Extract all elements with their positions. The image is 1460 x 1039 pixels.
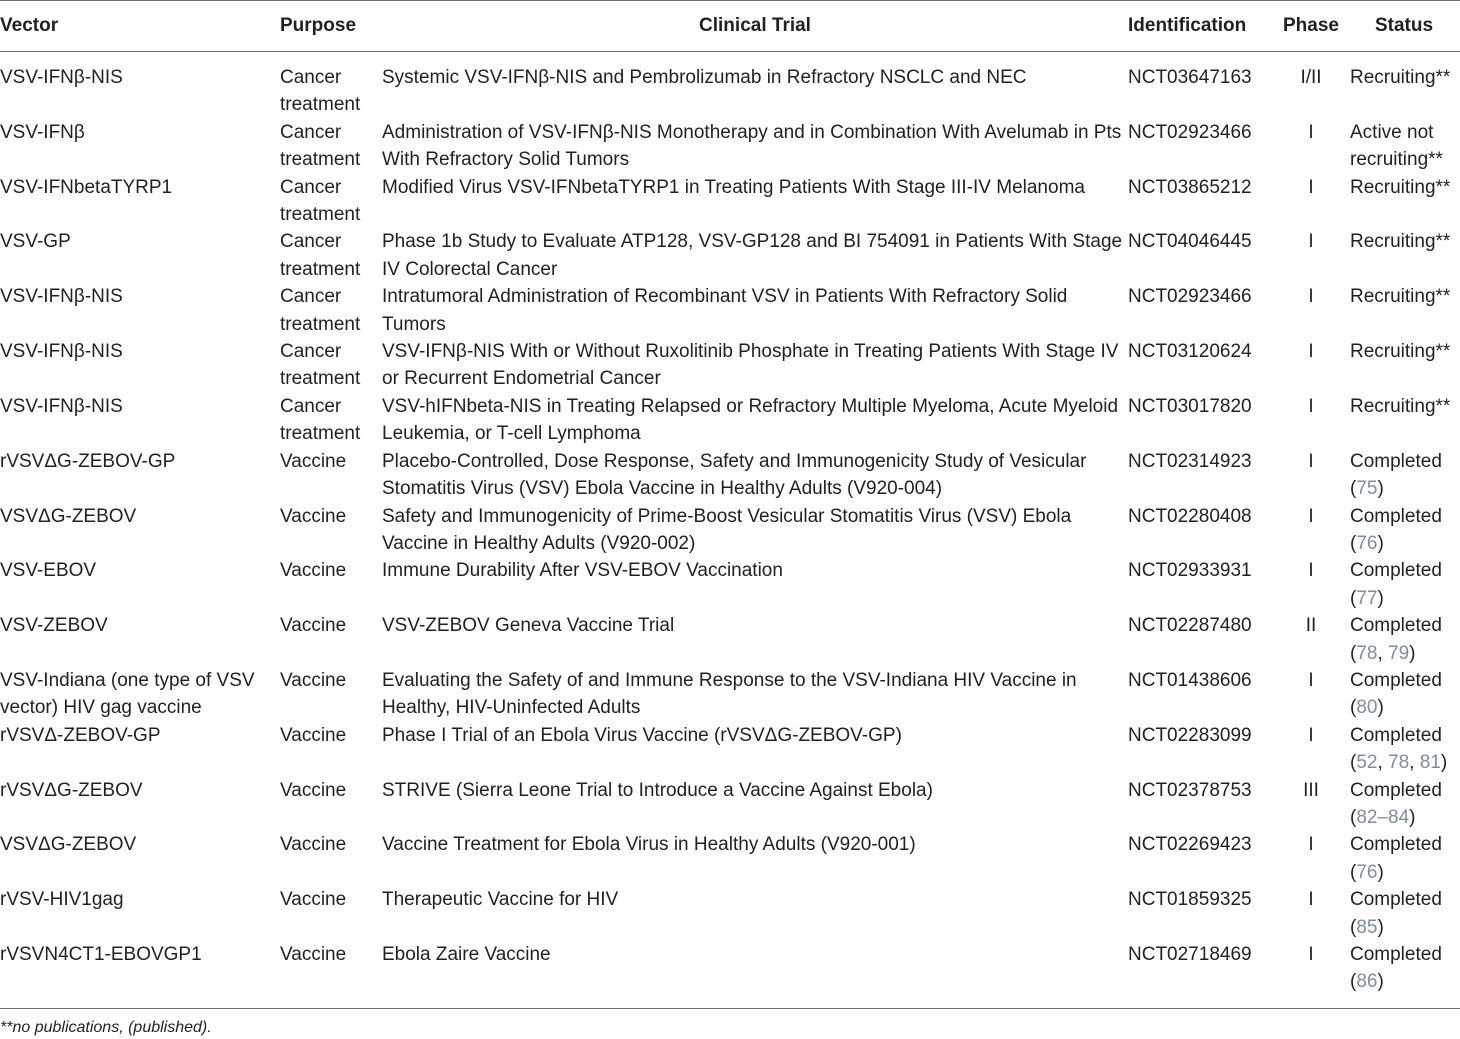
cell-phase: I <box>1308 341 1314 363</box>
cell-purpose: Vaccine <box>280 834 347 856</box>
cell-purpose: Cancer treatment <box>280 395 361 445</box>
cell-clinical-trial: VSV-hIFNbeta-NIS in Treating Relapsed or Refractory Multiple Myeloma, Acute Myeloid Leukemia, or T-cell Lymphoma <box>382 395 1119 445</box>
reference-link[interactable]: 76 <box>1356 532 1378 554</box>
cell-phase: I <box>1308 505 1314 527</box>
table-row <box>0 119 1460 174</box>
cell-identification: NCT03865212 <box>1128 176 1252 198</box>
cell-phase: I <box>1308 395 1314 417</box>
header-identification: Identification <box>1128 15 1247 37</box>
cell-status <box>1348 283 1460 338</box>
cell-identification: NCT04046445 <box>1128 231 1252 253</box>
reference-link[interactable]: 81 <box>1419 752 1441 774</box>
cell-identification: NCT02718469 <box>1128 944 1252 965</box>
cell-status: Completed (78, 79) <box>1350 615 1442 664</box>
reference-link[interactable]: 80 <box>1356 697 1378 719</box>
cell-phase: I <box>1308 944 1314 965</box>
table-row <box>0 612 1460 667</box>
table-row <box>0 831 1460 886</box>
cell-purpose: Vaccine <box>280 505 347 527</box>
cell-purpose: Vaccine <box>280 450 347 472</box>
cell-clinical-trial: Evaluating the Safety of and Immune Response to the VSV-Indiana HIV Vaccine in Healthy, HIV-Uninfected Adults <box>382 669 1077 719</box>
cell-identification: NCT03017820 <box>1128 395 1252 417</box>
cell-purpose: Vaccine <box>280 724 347 746</box>
table-body <box>0 52 1460 1009</box>
cell-clinical-trial: Ebola Zaire Vaccine <box>382 944 551 965</box>
cell-status <box>1348 52 1460 119</box>
cell-status: Completed (80) <box>1350 669 1442 719</box>
header-purpose: Purpose <box>280 15 357 37</box>
status-label: Recruiting** <box>1350 395 1451 417</box>
table-row <box>0 338 1460 393</box>
cell-status: Completed (52, 78, 81) <box>1350 724 1448 774</box>
cell-vector: rVSVΔ-ZEBOV-GP <box>0 724 161 746</box>
cell-phase: I <box>1308 121 1314 143</box>
status-label: Completed <box>1350 560 1442 582</box>
cell-identification: NCT02923466 <box>1128 121 1252 143</box>
table-row <box>0 448 1460 503</box>
cell-vector: VSVΔG-ZEBOV <box>0 505 137 527</box>
cell-purpose: Vaccine <box>280 669 347 691</box>
cell-clinical-trial: Placebo-Controlled, Dose Response, Safety and Immunogenicity Study of Vesicular Stomatitis Virus (VSV) Ebola Vaccine in Healthy Adults (V920-004) <box>382 450 1087 500</box>
cell-clinical-trial: Systemic VSV-IFNβ-NIS and Pembrolizumab in Refractory NSCLC and NEC <box>382 67 1027 88</box>
status-label: Completed <box>1350 779 1442 801</box>
header-vector: Vector <box>0 15 59 37</box>
cell-clinical-trial: Safety and Immunogenicity of Prime-Boost Vesicular Stomatitis Virus (VSV) Ebola Vaccine in Healthy Adults (V920-002) <box>382 505 1072 554</box>
cell-phase: II <box>1305 615 1317 637</box>
cell-identification: NCT02923466 <box>1128 286 1252 308</box>
cell-phase: I <box>1308 450 1314 472</box>
reference-link[interactable]: 78 <box>1388 752 1410 774</box>
cell-vector: VSV-GP <box>0 231 71 253</box>
cell-vector: VSV-IFNβ-NIS <box>0 341 123 363</box>
reference-link[interactable]: 82–84 <box>1356 806 1410 828</box>
cell-phase: I <box>1308 560 1314 582</box>
cell-vector: VSV-EBOV <box>0 560 97 582</box>
reference-link[interactable]: 76 <box>1356 861 1378 883</box>
cell-identification: NCT03120624 <box>1128 341 1252 363</box>
cell-status <box>1348 393 1460 448</box>
table-header <box>0 1 1460 52</box>
cell-vector: VSV-IFNβ-NIS <box>0 67 123 88</box>
cell-vector: VSV-IFNβ-NIS <box>0 395 123 417</box>
table-row <box>0 283 1460 338</box>
cell-purpose: Cancer treatment <box>280 121 361 171</box>
cell-status <box>1348 338 1460 393</box>
reference-link[interactable]: 86 <box>1356 971 1378 993</box>
cell-identification: NCT02314923 <box>1128 450 1252 472</box>
cell-vector: VSV-Indiana (one type of VSV vector) HIV gag vaccine <box>0 669 255 719</box>
cell-vector: VSVΔG-ZEBOV <box>0 834 137 856</box>
cell-status: Completed (77) <box>1350 560 1442 609</box>
cell-vector: rVSVN4CT1-EBOVGP1 <box>0 944 202 965</box>
cell-purpose: Vaccine <box>280 560 347 582</box>
reference-link[interactable]: 75 <box>1356 478 1378 500</box>
reference-link[interactable]: 85 <box>1356 916 1378 938</box>
header-row <box>0 1 1460 52</box>
cell-status <box>1348 228 1460 283</box>
cell-clinical-trial: Therapeutic Vaccine for HIV <box>382 889 619 911</box>
cell-clinical-trial: Vaccine Treatment for Ebola Virus in Healthy Adults (V920-001) <box>382 834 916 856</box>
cell-phase: I <box>1308 231 1314 253</box>
cell-clinical-trial: Immune Durability After VSV-EBOV Vaccination <box>382 560 783 582</box>
table-row <box>0 393 1460 448</box>
cell-vector: VSV-IFNβ-NIS <box>0 286 123 308</box>
cell-status: Completed (85) <box>1350 889 1442 938</box>
cell-clinical-trial: Phase I Trial of an Ebola Virus Vaccine (rVSVΔG-ZEBOV-GP) <box>382 724 902 746</box>
cell-status: Completed (76) <box>1350 505 1442 554</box>
cell-vector: rVSV-HIV1gag <box>0 889 124 911</box>
reference-link[interactable]: 79 <box>1388 642 1410 664</box>
reference-link[interactable]: 78 <box>1356 642 1378 664</box>
cell-status: Completed (76) <box>1350 834 1442 883</box>
reference-link[interactable]: 77 <box>1356 587 1378 609</box>
status-label: Active not recruiting** <box>1350 121 1443 171</box>
cell-clinical-trial: Intratumoral Administration of Recombinant VSV in Patients With Refractory Solid Tumors <box>382 286 1068 335</box>
cell-vector: rVSVΔG-ZEBOV-GP <box>0 450 176 472</box>
status-label: Recruiting** <box>1350 176 1451 198</box>
cell-purpose: Vaccine <box>280 889 347 911</box>
cell-identification: NCT02269423 <box>1128 834 1252 856</box>
status-label: Completed <box>1350 505 1442 527</box>
cell-phase: III <box>1303 779 1319 801</box>
cell-vector: VSV-ZEBOV <box>0 615 108 637</box>
header-status: Status <box>1374 15 1434 37</box>
status-label: Completed <box>1350 944 1442 965</box>
table-row <box>0 667 1460 722</box>
cell-status: Completed (75) <box>1350 450 1442 500</box>
cell-phase: I <box>1308 286 1314 308</box>
cell-purpose: Cancer treatment <box>280 286 361 335</box>
table-row <box>0 557 1460 612</box>
cell-clinical-trial: Phase 1b Study to Evaluate ATP128, VSV-GP128 and BI 754091 in Patients With Stage IV Colorectal Cancer <box>382 231 1123 280</box>
header-clinical-trial: Clinical Trial <box>699 15 811 37</box>
cell-purpose: Vaccine <box>280 779 347 801</box>
table-row <box>0 941 1460 1008</box>
reference-link[interactable]: 52 <box>1356 752 1378 774</box>
cell-clinical-trial: VSV-ZEBOV Geneva Vaccine Trial <box>382 615 675 637</box>
status-label: Recruiting** <box>1350 341 1451 363</box>
cell-phase: I/II <box>1300 67 1322 88</box>
cell-clinical-trial: STRIVE (Sierra Leone Trial to Introduce a Vaccine Against Ebola) <box>382 779 933 801</box>
status-label: Completed <box>1350 669 1442 691</box>
status-label: Recruiting** <box>1350 231 1451 253</box>
cell-phase: I <box>1308 724 1314 746</box>
cell-status: Completed (82–84) <box>1350 779 1442 828</box>
cell-purpose: Cancer treatment <box>280 231 361 280</box>
table-row <box>0 503 1460 558</box>
status-label: Completed <box>1350 615 1442 637</box>
cell-phase: I <box>1308 176 1314 198</box>
cell-identification: NCT03647163 <box>1128 67 1252 88</box>
status-label: Recruiting** <box>1350 286 1451 308</box>
cell-phase: I <box>1308 834 1314 856</box>
cell-phase: I <box>1308 889 1314 911</box>
cell-status <box>1348 119 1460 174</box>
cell-identification: NCT02287480 <box>1128 615 1252 637</box>
table-row <box>0 174 1460 229</box>
status-label: Recruiting** <box>1350 67 1451 88</box>
table-row <box>0 886 1460 941</box>
table-row <box>0 777 1460 832</box>
cell-identification: NCT01438606 <box>1128 669 1252 691</box>
table-row <box>0 722 1460 777</box>
table-row <box>0 228 1460 283</box>
cell-purpose: Cancer treatment <box>280 176 361 226</box>
cell-purpose: Cancer treatment <box>280 67 361 116</box>
cell-purpose: Cancer treatment <box>280 341 361 390</box>
cell-clinical-trial: VSV-IFNβ-NIS With or Without Ruxolitinib Phosphate in Treating Patients With Stage IV or Recurrent Endometrial Cancer <box>382 341 1119 390</box>
cell-identification: NCT02280408 <box>1128 505 1252 527</box>
status-label: Completed <box>1350 889 1442 911</box>
cell-identification: NCT02283099 <box>1128 724 1252 746</box>
table-row <box>0 52 1460 119</box>
header-phase: Phase <box>1283 15 1339 37</box>
cell-clinical-trial: Modified Virus VSV-IFNbetaTYRP1 in Treating Patients With Stage III-IV Melanoma <box>382 176 1085 198</box>
cell-purpose: Vaccine <box>280 944 347 965</box>
cell-identification: NCT02378753 <box>1128 779 1252 801</box>
status-label: Completed <box>1350 450 1442 472</box>
cell-purpose: Vaccine <box>280 615 347 637</box>
cell-phase: I <box>1308 669 1314 691</box>
cell-vector: VSV-IFNβ <box>0 121 85 143</box>
cell-identification: NCT01859325 <box>1128 889 1252 911</box>
cell-vector: VSV-IFNbetaTYRP1 <box>0 176 173 198</box>
cell-vector: rVSVΔG-ZEBOV <box>0 779 143 801</box>
status-label: Completed <box>1350 724 1442 746</box>
cell-status <box>1348 174 1460 229</box>
cell-identification: NCT02933931 <box>1128 560 1252 582</box>
cell-status: Completed (86) <box>1350 944 1442 993</box>
cell-clinical-trial: Administration of VSV-IFNβ-NIS Monotherapy and in Combination With Avelumab in Pts With Refractory Solid Tumors <box>382 121 1122 171</box>
table-footnote: **no publications, (published). <box>0 1018 212 1036</box>
status-label: Completed <box>1350 834 1442 856</box>
